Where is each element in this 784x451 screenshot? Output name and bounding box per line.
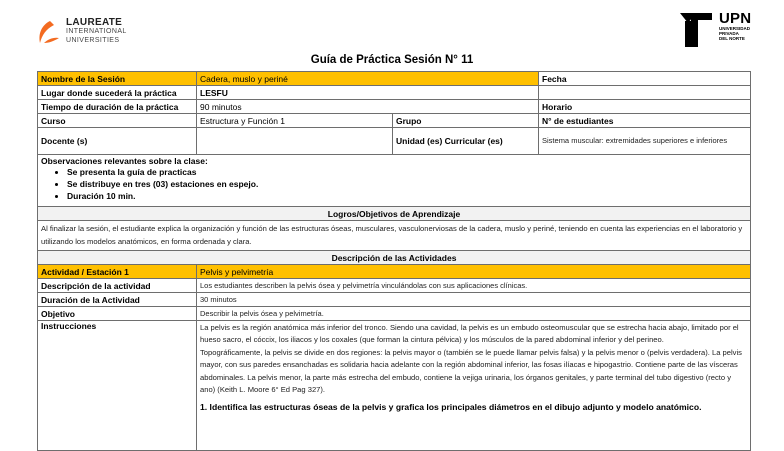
activity-desc-value[interactable]: Los estudiantes describen la pelvis ósea y pelvimetría vinculándolas con sus aplicaciones clínicas. [197, 279, 751, 293]
session-value[interactable]: Cadera, muslo y periné [197, 72, 539, 86]
teacher-value[interactable] [197, 128, 393, 155]
instructions-label: Instrucciones [38, 321, 197, 451]
place-value[interactable]: LESFU [197, 86, 539, 100]
observation-item: • Duración 10 min. [67, 190, 747, 202]
laureate-sub1: INTERNATIONAL [66, 28, 127, 35]
activity-duration-value[interactable]: 30 minutos [197, 293, 751, 307]
course-value[interactable]: Estructura y Función 1 [197, 114, 393, 128]
duration-value[interactable]: 90 minutos [197, 100, 539, 114]
upn-name: UPN [719, 10, 752, 27]
station-label: Actividad / Estación 1 [38, 265, 197, 279]
duration-label: Tiempo de duración de la práctica [38, 100, 197, 114]
instructions-task: 1. Identifica las estructuras óseas de la pelvis y grafica los principales diámetros en el dibujo adjunto y modelo anatómico. [200, 402, 702, 413]
goals-heading: Logros/Objetivos de Aprendizaje [38, 207, 751, 221]
instructions-paragraph-2: Topográficamente, la pelvis se divide en dos regiones: la pelvis mayor o (también se le puede llamar pelvis falsa) y la pelvis menor o (pelvis verdadera). La pelvis mayor, con sus paredes ensanchadas es solidaria hacia adelante con la región abdominal inferior, las fosas ilíacas e hipogastrio. Contiene parte de las vísceras abdominales. La pelvis menor, la parte más estrecha del embudo, contiene la vejiga urinaria, los órganos genitales, y parte terminal del tubo digestivo (recto y ano) (Keith L. Moore 6° Ed Pag 327). [200, 347, 742, 395]
place-label: Lugar donde sucederá la práctica [38, 86, 197, 100]
activity-desc-label: Descripción de la actividad [38, 279, 197, 293]
observation-item: • Se distribuye en tres (03) estaciones en espejo. [67, 178, 747, 190]
students-label: N° de estudiantes [539, 114, 751, 128]
laureate-name: LAUREATE [66, 17, 123, 28]
course-label: Curso [38, 114, 197, 128]
station-value[interactable]: Pelvis y pelvimetría [197, 265, 751, 279]
upn-logo-icon [676, 11, 716, 49]
activities-heading: Descripción de las Actividades [38, 251, 751, 265]
observations-cell [38, 155, 751, 207]
date-value[interactable] [539, 86, 751, 100]
instructions-cell [197, 321, 751, 451]
observation-item: • Se presenta la guía de practicas [67, 166, 747, 178]
session-label: Nombre de la Sesión [38, 72, 197, 86]
laureate-logo-icon [36, 19, 60, 45]
page-title: Guía de Práctica Sesión N° 11 [310, 54, 474, 66]
laureate-logo [36, 18, 127, 45]
laureate-sub2: UNIVERSITIES [66, 37, 120, 44]
upn-sub2: PRIVADA [719, 31, 739, 36]
date-label: Fecha [539, 72, 751, 86]
upn-sub3: DEL NORTE [719, 36, 745, 41]
objective-value[interactable]: Describir la pelvis ósea y pelvimetría. [197, 307, 751, 321]
objective-label: Objetivo [38, 307, 197, 321]
goals-text: Al finalizar la sesión, el estudiante explica la organización y función de las estructuras óseas, musculares, vasculonerviosas de la cadera, muslo y periné, teniendo en cuenta las experiencias en el laboratorio y utilizando los modelos anatómicos, en forma ordenada y clara. [38, 221, 751, 251]
unit-label: Unidad (es) Curricular (es) [393, 128, 539, 155]
instructions-paragraph-1: La pelvis es la región anatómica más inferior del tronco. Siendo una cavidad, la pelvis es un embudo osteomuscular que se estrecha hacia abajo, limitado por el hueso sacro, el cóccix, los iliacos y los coxales (que forman la cintura pélvica) y los músculos de la pared abdominal inferior y del perineo. [200, 323, 739, 345]
upn-logo [676, 11, 751, 49]
unit-value[interactable]: Sistema muscular: extremidades superiores e inferiores [539, 128, 751, 155]
activity-duration-label: Duración de la Actividad [38, 293, 197, 307]
schedule-label: Horario [539, 100, 751, 114]
teacher-label: Docente (s) [38, 128, 197, 155]
observations-list [41, 166, 747, 202]
observations-heading: Observaciones relevantes sobre la clase: [41, 156, 208, 166]
upn-sub1: UNIVERSIDAD [719, 26, 751, 31]
practice-guide-table [37, 71, 751, 451]
group-label: Grupo [393, 114, 539, 128]
